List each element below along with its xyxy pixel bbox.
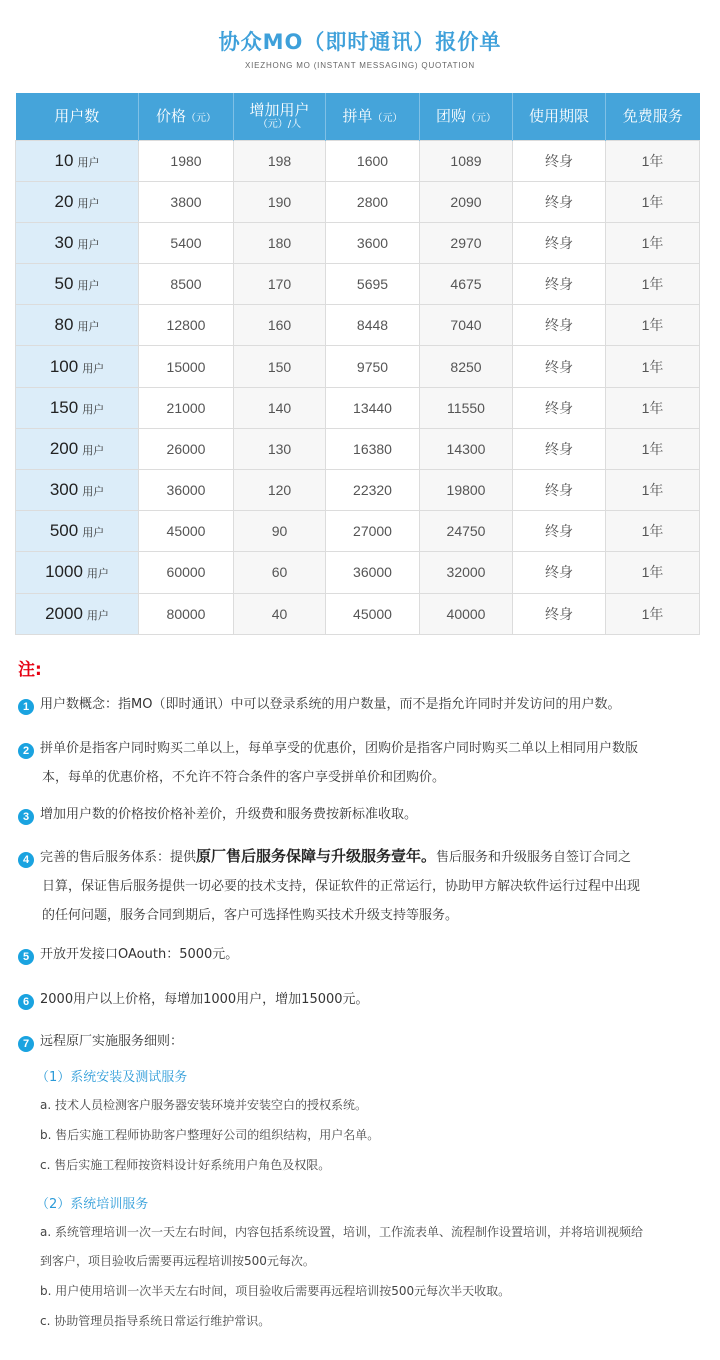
number-badge-icon: 6 bbox=[18, 994, 34, 1010]
cell-group-buy-price: 4675 bbox=[420, 264, 513, 305]
user-unit: 用户 bbox=[82, 362, 105, 375]
cell-term: 终身 bbox=[513, 140, 606, 181]
cell-users bbox=[16, 346, 139, 387]
col-header-free-service bbox=[606, 93, 700, 140]
note-item-2 bbox=[18, 734, 703, 792]
user-count: 500 bbox=[49, 521, 79, 541]
cell-group-buy-price: 24750 bbox=[420, 511, 513, 552]
cell-price: 15000 bbox=[139, 346, 234, 387]
note-text: 日算，保证售后服务提供一切必要的技术支持，保证软件的正常运行，协助甲方解决软件运行过程中出现 bbox=[42, 879, 641, 894]
user-unit: 用户 bbox=[77, 197, 100, 210]
note-item-4 bbox=[18, 842, 703, 930]
cell-group-buy-price: 11550 bbox=[420, 387, 513, 428]
user-unit: 用户 bbox=[77, 321, 100, 334]
user-count: 10 bbox=[54, 150, 74, 170]
note-text: 远程原厂实施服务细则： bbox=[40, 1034, 184, 1049]
cell-term: 终身 bbox=[513, 181, 606, 222]
cell-free-service: 1年 bbox=[606, 264, 700, 305]
cell-group-order-price: 2800 bbox=[326, 181, 420, 222]
note-text: 完善的售后服务体系：提供 bbox=[40, 850, 197, 865]
cell-term: 终身 bbox=[513, 346, 606, 387]
table-row bbox=[16, 593, 700, 634]
user-count: 1000 bbox=[45, 562, 83, 582]
cell-free-service: 1年 bbox=[606, 470, 700, 511]
number-badge-icon: 2 bbox=[18, 743, 34, 759]
cell-price: 3800 bbox=[139, 181, 234, 222]
cell-free-service: 1年 bbox=[606, 593, 700, 634]
cell-group-buy-price: 19800 bbox=[420, 470, 513, 511]
section-item: 到客户，项目验收后需要再远程培训按500元每次。 bbox=[40, 1254, 315, 1268]
cell-group-buy-price: 40000 bbox=[420, 593, 513, 634]
cell-group-buy-price: 1089 bbox=[420, 140, 513, 181]
cell-group-order-price: 36000 bbox=[326, 552, 420, 593]
cell-group-order-price: 22320 bbox=[326, 470, 420, 511]
cell-group-buy-price: 2970 bbox=[420, 222, 513, 263]
cell-term: 终身 bbox=[513, 552, 606, 593]
cell-users bbox=[16, 428, 139, 469]
cell-term: 终身 bbox=[513, 428, 606, 469]
col-label: 用户数 bbox=[54, 106, 100, 125]
cell-price: 21000 bbox=[139, 387, 234, 428]
cell-group-order-price: 27000 bbox=[326, 511, 420, 552]
col-header-add-user bbox=[234, 93, 326, 140]
col-header-users bbox=[16, 93, 139, 140]
number-badge-icon: 3 bbox=[18, 809, 34, 825]
col-unit: （元） bbox=[186, 112, 216, 124]
cell-price: 80000 bbox=[139, 593, 234, 634]
col-unit: （元） bbox=[466, 112, 496, 124]
section-item: c. 售后实施工程师按资料设计好系统用户角色及权限。 bbox=[40, 1158, 331, 1172]
cell-add-user-price: 40 bbox=[234, 593, 326, 634]
table-row bbox=[16, 181, 700, 222]
cell-users bbox=[16, 264, 139, 305]
cell-price: 12800 bbox=[139, 305, 234, 346]
user-unit: 用户 bbox=[82, 403, 105, 416]
table-row bbox=[16, 428, 700, 469]
cell-price: 8500 bbox=[139, 264, 234, 305]
cell-add-user-price: 198 bbox=[234, 140, 326, 181]
note-text: 增加用户数的价格按价格补差价，升级费和服务费按新标准收取。 bbox=[40, 807, 418, 822]
cell-term: 终身 bbox=[513, 511, 606, 552]
cell-add-user-price: 90 bbox=[234, 511, 326, 552]
cell-add-user-price: 160 bbox=[234, 305, 326, 346]
note-text: 2000用户以上价格，每增加1000用户，增加15000元。 bbox=[40, 992, 369, 1007]
cell-free-service: 1年 bbox=[606, 140, 700, 181]
cell-price: 60000 bbox=[139, 552, 234, 593]
cell-add-user-price: 120 bbox=[234, 470, 326, 511]
table-row bbox=[16, 470, 700, 511]
cell-users bbox=[16, 222, 139, 263]
cell-group-order-price: 16380 bbox=[326, 428, 420, 469]
cell-add-user-price: 170 bbox=[234, 264, 326, 305]
page-subtitle: XIEZHONG MO (INSTANT MESSAGING) QUOTATION bbox=[245, 61, 475, 70]
table-row bbox=[16, 552, 700, 593]
number-badge-icon: 5 bbox=[18, 949, 34, 965]
cell-group-buy-price: 14300 bbox=[420, 428, 513, 469]
cell-term: 终身 bbox=[513, 387, 606, 428]
user-unit: 用户 bbox=[86, 568, 109, 581]
note-item-5 bbox=[18, 940, 703, 969]
col-label: 免费服务 bbox=[622, 106, 683, 125]
cell-users bbox=[16, 552, 139, 593]
cell-group-buy-price: 2090 bbox=[420, 181, 513, 222]
number-badge-icon: 4 bbox=[18, 852, 34, 868]
note-text: 的任何问题，服务合同到期后，客户可选择性购买技术升级支持等服务。 bbox=[42, 908, 459, 923]
cell-term: 终身 bbox=[513, 264, 606, 305]
cell-group-order-price: 5695 bbox=[326, 264, 420, 305]
user-unit: 用户 bbox=[82, 444, 105, 457]
cell-add-user-price: 130 bbox=[234, 428, 326, 469]
cell-free-service: 1年 bbox=[606, 552, 700, 593]
note-emphasis: 原厂售后服务保障与升级服务壹年。 bbox=[196, 847, 437, 865]
col-unit: （元） bbox=[372, 112, 403, 124]
col-header-group-order bbox=[326, 93, 420, 140]
cell-free-service: 1年 bbox=[606, 428, 700, 469]
cell-add-user-price: 150 bbox=[234, 346, 326, 387]
user-unit: 用户 bbox=[77, 156, 100, 169]
cell-term: 终身 bbox=[513, 305, 606, 346]
user-unit: 用户 bbox=[77, 280, 100, 293]
note-text: 用户数概念：指MO（即时通讯）中可以登录系统的用户数量，而不是指允许同时并发访问的用户数。 bbox=[40, 697, 621, 712]
pricing-table bbox=[15, 93, 700, 635]
section-item: b. 售后实施工程师协助客户整理好公司的组织结构，用户名单。 bbox=[40, 1128, 380, 1142]
table-row bbox=[16, 346, 700, 387]
col-label: 价格 bbox=[155, 106, 186, 125]
table-row bbox=[16, 511, 700, 552]
cell-term: 终身 bbox=[513, 222, 606, 263]
user-count: 30 bbox=[54, 232, 74, 252]
col-label: 团购 bbox=[435, 106, 466, 125]
cell-group-order-price: 1600 bbox=[326, 140, 420, 181]
cell-group-buy-price: 7040 bbox=[420, 305, 513, 346]
cell-add-user-price: 140 bbox=[234, 387, 326, 428]
note-item-1 bbox=[18, 690, 703, 719]
table-row bbox=[16, 387, 700, 428]
cell-free-service: 1年 bbox=[606, 387, 700, 428]
section-item: b. 用户使用培训一次半天左右时间，项目验收后需要再远程培训按500元每次半天收取。 bbox=[40, 1284, 511, 1298]
cell-price: 45000 bbox=[139, 511, 234, 552]
table-row bbox=[16, 222, 700, 263]
table-row bbox=[16, 140, 700, 181]
cell-users bbox=[16, 387, 139, 428]
user-count: 80 bbox=[54, 315, 74, 335]
cell-group-buy-price: 32000 bbox=[420, 552, 513, 593]
col-unit: （元）/人 bbox=[257, 119, 302, 131]
cell-users bbox=[16, 140, 139, 181]
user-unit: 用户 bbox=[82, 486, 105, 499]
cell-add-user-price: 60 bbox=[234, 552, 326, 593]
col-header-term bbox=[513, 93, 606, 140]
user-unit: 用户 bbox=[86, 609, 109, 622]
number-badge-icon: 7 bbox=[18, 1036, 34, 1052]
section-item: a. 技术人员检测客户服务器安装环境并安装空白的授权系统。 bbox=[40, 1098, 367, 1112]
cell-term: 终身 bbox=[513, 593, 606, 634]
col-label: 使用期限 bbox=[528, 106, 589, 125]
cell-group-buy-price: 8250 bbox=[420, 346, 513, 387]
notes-heading: 注: bbox=[18, 660, 42, 680]
note-text: 开放开发接口OAouth：5000元。 bbox=[40, 947, 239, 962]
user-count: 100 bbox=[49, 356, 79, 376]
note-item-7 bbox=[18, 1027, 703, 1056]
note-text: 拼单价是指客户同时购买二单以上，每单享受的优惠价，团购价是指客户同时购买二单以上相同用户数版 bbox=[40, 741, 639, 756]
user-count: 150 bbox=[49, 397, 79, 417]
user-unit: 用户 bbox=[82, 527, 105, 540]
user-unit: 用户 bbox=[77, 238, 100, 251]
cell-free-service: 1年 bbox=[606, 305, 700, 346]
cell-price: 1980 bbox=[139, 140, 234, 181]
cell-free-service: 1年 bbox=[606, 181, 700, 222]
page-title: 协众MO（即时通讯）报价单 bbox=[218, 30, 502, 54]
cell-users bbox=[16, 593, 139, 634]
note-item-3 bbox=[18, 800, 703, 829]
note-text: 售后服务和升级服务自签订合同之 bbox=[436, 850, 632, 865]
cell-price: 26000 bbox=[139, 428, 234, 469]
cell-group-order-price: 45000 bbox=[326, 593, 420, 634]
cell-term: 终身 bbox=[513, 470, 606, 511]
section-item: c. 协助管理员指导系统日常运行维护常识。 bbox=[40, 1314, 271, 1328]
cell-users bbox=[16, 470, 139, 511]
section-title-training: （2）系统培训服务 bbox=[36, 1197, 149, 1212]
col-header-price bbox=[139, 93, 234, 140]
cell-price: 5400 bbox=[139, 222, 234, 263]
cell-group-order-price: 9750 bbox=[326, 346, 420, 387]
cell-price: 36000 bbox=[139, 470, 234, 511]
cell-users bbox=[16, 181, 139, 222]
user-count: 200 bbox=[49, 438, 79, 458]
section-title-install: （1）系统安装及测试服务 bbox=[36, 1070, 188, 1085]
cell-group-order-price: 8448 bbox=[326, 305, 420, 346]
cell-users bbox=[16, 305, 139, 346]
cell-free-service: 1年 bbox=[606, 511, 700, 552]
col-label: 拼单 bbox=[342, 106, 373, 125]
cell-free-service: 1年 bbox=[606, 222, 700, 263]
cell-users bbox=[16, 511, 139, 552]
user-count: 20 bbox=[54, 191, 74, 211]
section-item: a. 系统管理培训一次一天左右时间，内容包括系统设置，培训，工作流表单、流程制作设置培训，并将培训视频给 bbox=[40, 1225, 643, 1239]
table-header-row bbox=[16, 93, 700, 140]
cell-free-service: 1年 bbox=[606, 346, 700, 387]
table-row bbox=[16, 264, 700, 305]
note-item-6 bbox=[18, 985, 703, 1014]
table-row bbox=[16, 305, 700, 346]
user-count: 50 bbox=[54, 274, 74, 294]
cell-add-user-price: 180 bbox=[234, 222, 326, 263]
cell-add-user-price: 190 bbox=[234, 181, 326, 222]
cell-group-order-price: 13440 bbox=[326, 387, 420, 428]
cell-group-order-price: 3600 bbox=[326, 222, 420, 263]
col-label: 增加用户 bbox=[249, 100, 310, 119]
user-count: 300 bbox=[49, 480, 79, 500]
col-header-group-buy bbox=[420, 93, 513, 140]
number-badge-icon: 1 bbox=[18, 699, 34, 715]
user-count: 2000 bbox=[45, 603, 83, 623]
note-text: 本，每单的优惠价格，不允许不符合条件的客户享受拼单价和团购价。 bbox=[42, 770, 446, 785]
